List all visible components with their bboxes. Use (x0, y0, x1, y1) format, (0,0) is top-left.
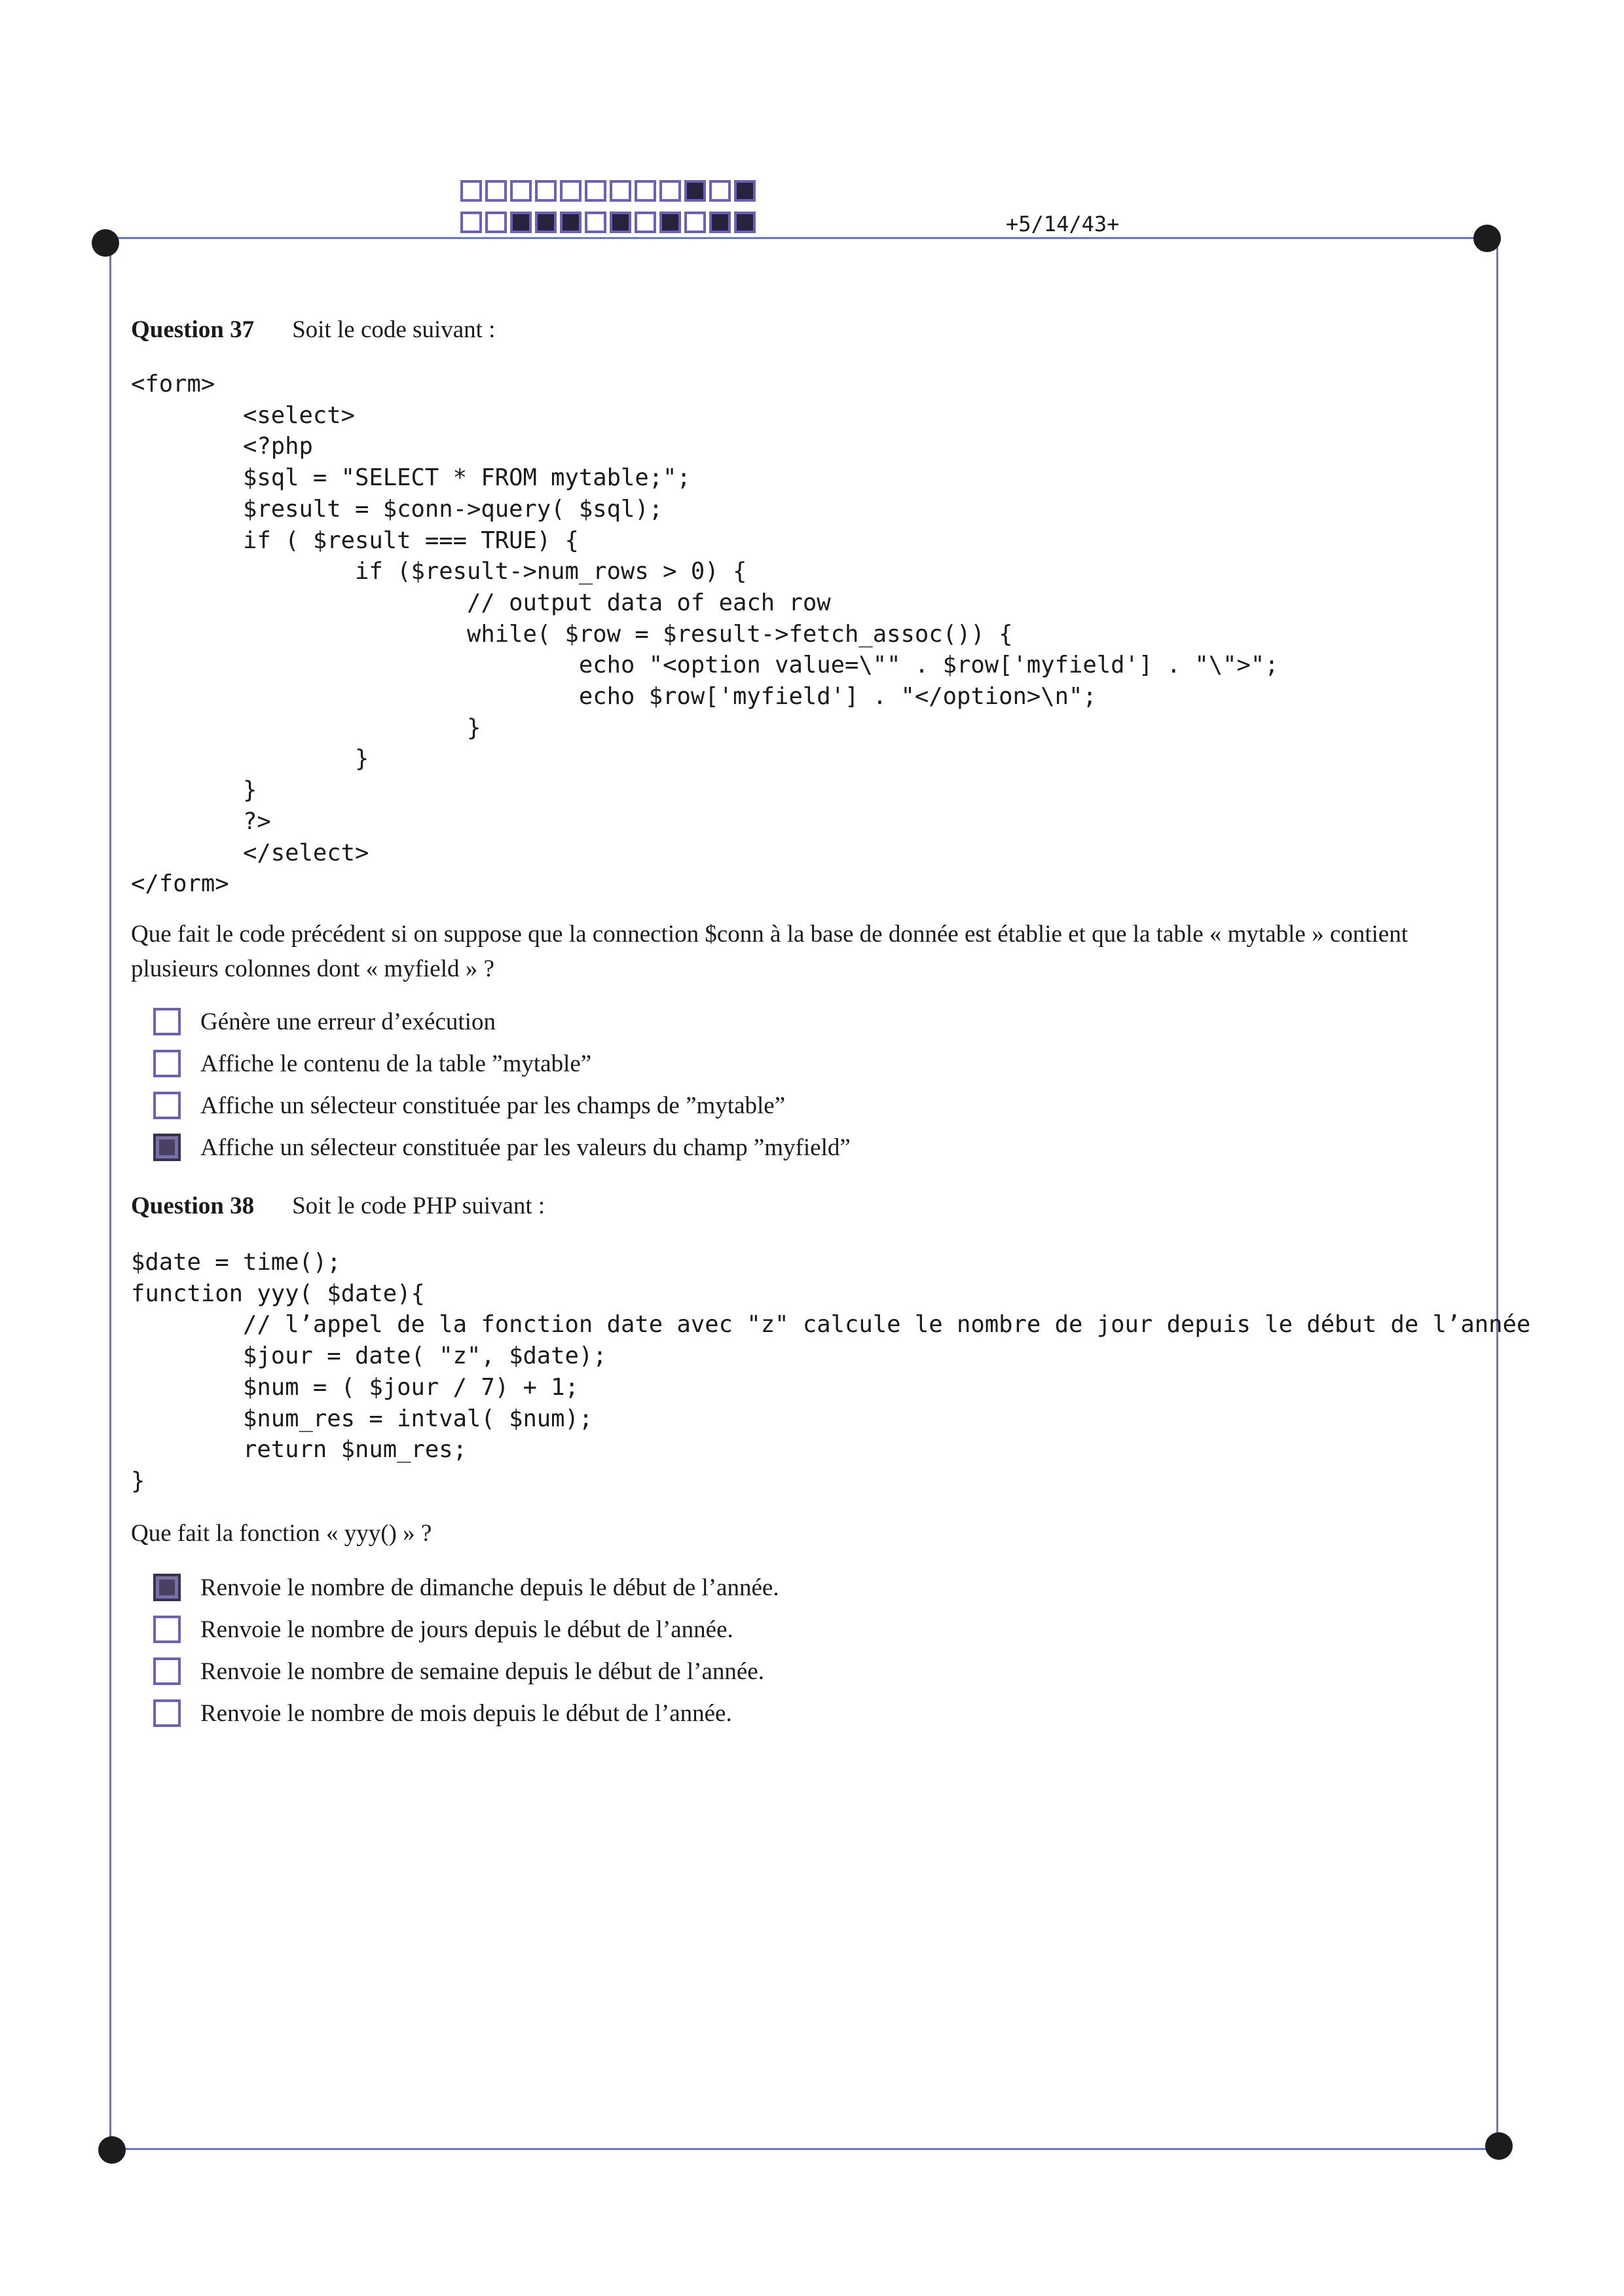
question-intro: Soit le code suivant : (292, 316, 496, 343)
id-box (734, 180, 756, 202)
id-box (709, 212, 731, 233)
id-box (659, 212, 681, 233)
id-box (510, 212, 532, 233)
page-identifier: +5/14/43+ (1006, 212, 1120, 236)
corner-mark-top-left (92, 229, 119, 257)
checkbox[interactable] (153, 1050, 181, 1077)
question-number: Question 38 (131, 1193, 255, 1219)
checkbox[interactable] (153, 1092, 181, 1119)
answer-label: Affiche le contenu de la table ”mytable” (200, 1050, 592, 1077)
frame-right-line (1496, 237, 1498, 2149)
corner-mark-bottom-right (1485, 2132, 1513, 2160)
question-37-header (131, 316, 495, 344)
id-box (684, 212, 706, 233)
checked-checkbox[interactable] (153, 1574, 181, 1601)
checkbox[interactable] (153, 1616, 181, 1643)
answer-label: Renvoie le nombre de mois depuis le début de l’année. (200, 1699, 732, 1727)
id-box (610, 180, 631, 202)
id-box (510, 180, 532, 202)
answer-label: Génère une erreur d’exécution (200, 1008, 496, 1035)
answer-label: Renvoie le nombre de dimanche depuis le début de l’année. (200, 1574, 779, 1601)
answer-option (153, 1566, 779, 1608)
id-box (684, 180, 706, 202)
id-box (610, 212, 631, 233)
id-box (460, 212, 482, 233)
question-37-prompt: Que fait le code précédent si on suppose que la connection $conn à la base de donnée est établie et que la table « mytable » contient plusieurs colonnes dont « myfield » ? (131, 921, 1408, 982)
answer-label: Renvoie le nombre de jours depuis le début de l’année. (200, 1616, 733, 1643)
answer-option (153, 1084, 851, 1126)
question-38-prompt: Que fait la fonction « yyy() » ? (131, 1520, 432, 1547)
checkbox[interactable] (153, 1699, 181, 1727)
corner-mark-top-right (1473, 225, 1501, 252)
question-number: Question 37 (131, 316, 255, 343)
question-38-code: $date = time(); function yyy( $date){ // l’appel de la fonction date avec "z" calcule le nombre de jour depuis le début de l’année $jour = date( "z", $date); $num = ( $jour / 7) + 1; $num_res = intval( $num); return $num_res; } (131, 1249, 1531, 1494)
id-box (485, 212, 507, 233)
checkbox[interactable] (153, 1008, 181, 1035)
checkbox[interactable] (153, 1657, 181, 1685)
student-id-boxes-row-2 (460, 212, 759, 233)
id-box (659, 180, 681, 202)
question-intro: Soit le code PHP suivant : (292, 1193, 545, 1219)
id-box (734, 212, 756, 233)
id-box (535, 180, 557, 202)
id-box (635, 180, 656, 202)
id-box (535, 212, 557, 233)
id-box (560, 180, 581, 202)
id-box (485, 180, 507, 202)
frame-left-line (109, 237, 111, 2149)
answer-option (153, 1001, 851, 1043)
frame-bottom-line (109, 2148, 1498, 2150)
answer-option (153, 1608, 779, 1650)
id-box (460, 180, 482, 202)
corner-mark-bottom-left (98, 2136, 126, 2164)
answer-label: Affiche un sélecteur constituée par les champs de ”mytable” (200, 1092, 786, 1119)
answer-option (153, 1126, 851, 1168)
question-37-code: <form> <select> <?php $sql = "SELECT * FROM mytable;"; $result = $conn->query( $sql); if ( $result === TRUE) { if ($result->num_rows > 0) { // output data of each row while( $row = $result->fetch_assoc()) { echo "<option value=\"" . $row['myfield'] . "\">"; echo $row['myfield'] . "</option>\n"; } } } ?> </select> </form> (131, 371, 1279, 898)
checked-checkbox[interactable] (153, 1134, 181, 1161)
frame-top-line (105, 237, 1485, 239)
id-box (585, 212, 606, 233)
answer-option (153, 1650, 779, 1692)
id-box (585, 180, 606, 202)
answer-label: Affiche un sélecteur constituée par les valeurs du champ ”myfield” (200, 1134, 851, 1161)
id-box (635, 212, 656, 233)
question-38-answers (153, 1566, 779, 1734)
id-box (560, 212, 581, 233)
student-id-boxes-row-1 (460, 180, 759, 202)
question-37-answers (153, 1001, 851, 1168)
answer-option (153, 1043, 851, 1084)
question-38-header (131, 1192, 545, 1220)
answer-option (153, 1692, 779, 1734)
id-box (709, 180, 731, 202)
answer-label: Renvoie le nombre de semaine depuis le début de l’année. (200, 1657, 764, 1685)
